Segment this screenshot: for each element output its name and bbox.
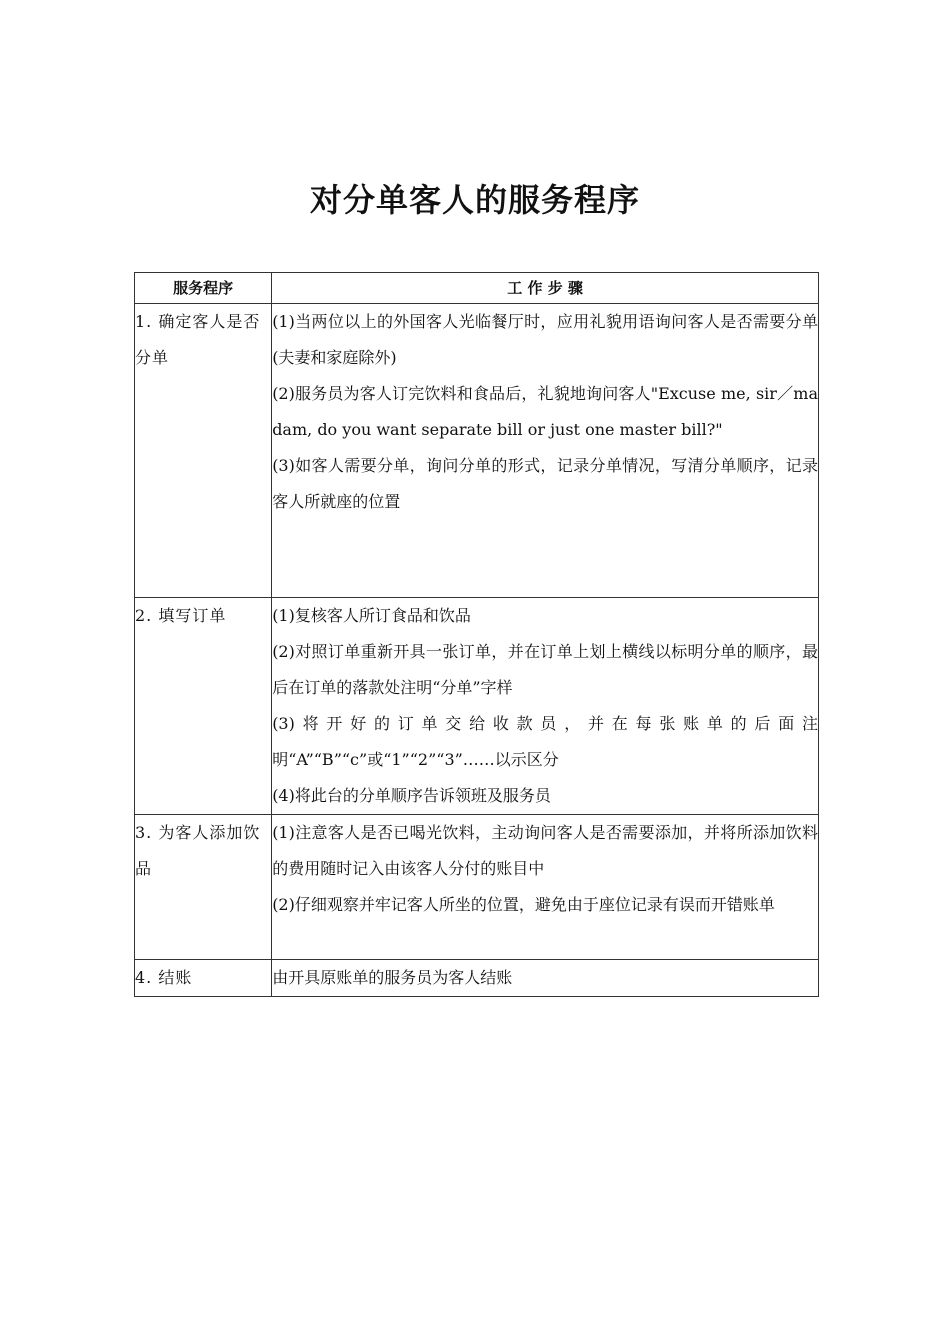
step-item: (2)仔细观察并牢记客人所坐的位置，避免由于座位记录有误而开错账单 [272, 895, 775, 914]
service-procedure-table [134, 272, 819, 997]
procedure-cell: 2. 填写订单 [135, 598, 272, 815]
table-row [135, 960, 819, 997]
step-item: (2)服务员为客人订完饮料和食品后，礼貌地询问客人"Excuse me, sir／madam, do you want separate bill or just one master bill?" [272, 384, 818, 439]
procedure-cell: 4. 结账 [135, 960, 272, 997]
table-header-row [135, 273, 819, 304]
step-item: (1)当两位以上的外国客人光临餐厅时，应用礼貌用语询问客人是否需要分单(夫妻和家庭除外) [272, 312, 818, 367]
steps-cell [272, 598, 819, 815]
step-item: (4)将此台的分单顺序告诉领班及服务员 [272, 786, 551, 805]
table-row [135, 304, 819, 598]
header-work-steps: 工 作 步 骤 [272, 273, 819, 304]
table-row [135, 815, 819, 960]
step-item: 由开具原账单的服务员为客人结账 [272, 968, 513, 987]
header-procedure: 服务程序 [135, 273, 272, 304]
step-item: (2)对照订单重新开具一张订单，并在订单上划上横线以标明分单的顺序，最后在订单的落款处注明“分单”字样 [272, 642, 818, 697]
procedure-cell: 1. 确定客人是否分单 [135, 304, 272, 598]
step-item: (1)注意客人是否已喝光饮料，主动询问客人是否需要添加，并将所添加饮料的费用随时记入由该客人分付的账目中 [272, 823, 818, 878]
steps-cell [272, 304, 819, 598]
table-row [135, 598, 819, 815]
step-item: (1)复核客人所订食品和饮品 [272, 606, 471, 625]
steps-cell [272, 960, 819, 997]
page-title: 对分单客人的服务程序 [309, 181, 640, 219]
step-item: (3)如客人需要分单，询问分单的形式，记录分单情况，写清分单顺序，记录客人所就座的位置 [272, 456, 818, 511]
step-item: (3)将开好的订单交给收款员，并在每张账单的后面注明“A”“B”“c”或“1”“2”“3”……以示区分 [272, 714, 818, 769]
procedure-cell: 3. 为客人添加饮品 [135, 815, 272, 960]
steps-cell [272, 815, 819, 960]
